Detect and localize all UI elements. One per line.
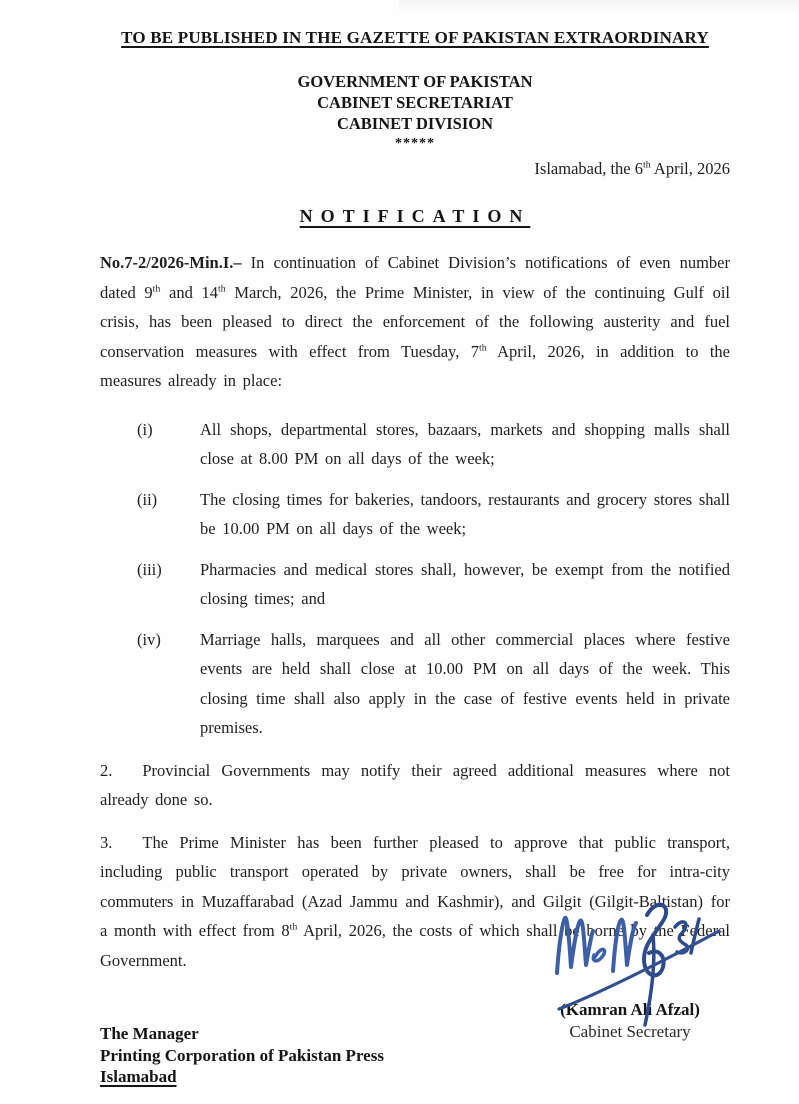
list-marker: (ii)	[137, 489, 158, 509]
list-marker: (i)	[137, 419, 153, 439]
list-marker: (iv)	[137, 629, 161, 649]
org-block	[100, 71, 730, 152]
list-item-ii	[100, 485, 730, 544]
list-item-iii	[100, 555, 730, 614]
gazette-banner	[100, 28, 730, 48]
paragraph-1: No.7-2/2026-Min.I.– In continuation of Cabinet Division’s notifications of even number dated 9th and 14th March, 2026, the Prime Minister, in view of the continuing Gulf oil crisis, has been pleased to direct the enforcement of the following austerity and fuel conservation measures with effect from Tuesday, 7th April, 2026, in addition to the measures already in place:	[100, 253, 731, 390]
org-line-division: CABINET DIVISION	[336, 114, 494, 133]
paragraph-2	[100, 756, 730, 815]
paragraph-number: 2.	[100, 760, 113, 780]
scan-artifact	[399, 0, 799, 14]
org-line-secretariat: CABINET SECRETARIAT	[317, 93, 513, 112]
paragraph-text: Provincial Governments may notify their agreed additional measures where not already done so.	[100, 760, 730, 809]
stars-separator: *****	[395, 136, 435, 151]
list-item-iv	[100, 625, 730, 743]
notification-title-text: NOTIFICATION	[299, 206, 531, 226]
list-text: The closing times for bakeries, tandoors, restaurants and grocery stores shall be 10.00 PM on all days of the week;	[200, 489, 730, 538]
list-text: All shops, departmental stores, bazaars, markets and shopping malls shall close at 8.00 PM on all days of the week;	[200, 419, 730, 468]
org-line-government: GOVERNMENT OF PAKISTAN	[297, 72, 533, 91]
addressee-line-press: Printing Corporation of Pakistan Press	[100, 1045, 384, 1065]
list-marker: (iii)	[137, 559, 162, 579]
signatory-name: (Kamran Ali Afzal)	[560, 1000, 700, 1019]
list-item-i	[100, 415, 730, 474]
paragraph-text: The Prime Minister has been further pleased to approve that public transport, including public transport operated by private owners, shall be free for intra-city commuters in Muzaffarabad (Azad Jammu and Kashmir), and Gilgit (Gilgit-Baltistan) for a month with effect from 8th April, 2026, the costs of which shall be borne by the Federal Government.	[100, 832, 730, 970]
list-text: Pharmacies and medical stores shall, however, be exempt from the notified closing times; and	[200, 559, 730, 608]
notification-title	[100, 206, 730, 227]
dateline: Islamabad, the 6th April, 2026	[534, 159, 730, 178]
addressee-line-manager: The Manager	[100, 1024, 199, 1043]
signatory-title: Cabinet Secretary	[569, 1022, 691, 1041]
addressee-block	[100, 1023, 384, 1088]
measures-list	[100, 415, 730, 743]
list-text: Marriage halls, marquees and all other commercial places where festive events are held shall close at 10.00 PM on all days of the week. This closing time shall also apply in the case of festive events held in private premises.	[200, 629, 730, 737]
addressee-line-city: Islamabad	[100, 1067, 177, 1086]
gazette-banner-text: TO BE PUBLISHED IN THE GAZETTE OF PAKISTAN EXTRAORDINARY	[121, 28, 709, 47]
paragraph-number: 3.	[100, 832, 113, 852]
signature-block	[520, 893, 740, 1043]
